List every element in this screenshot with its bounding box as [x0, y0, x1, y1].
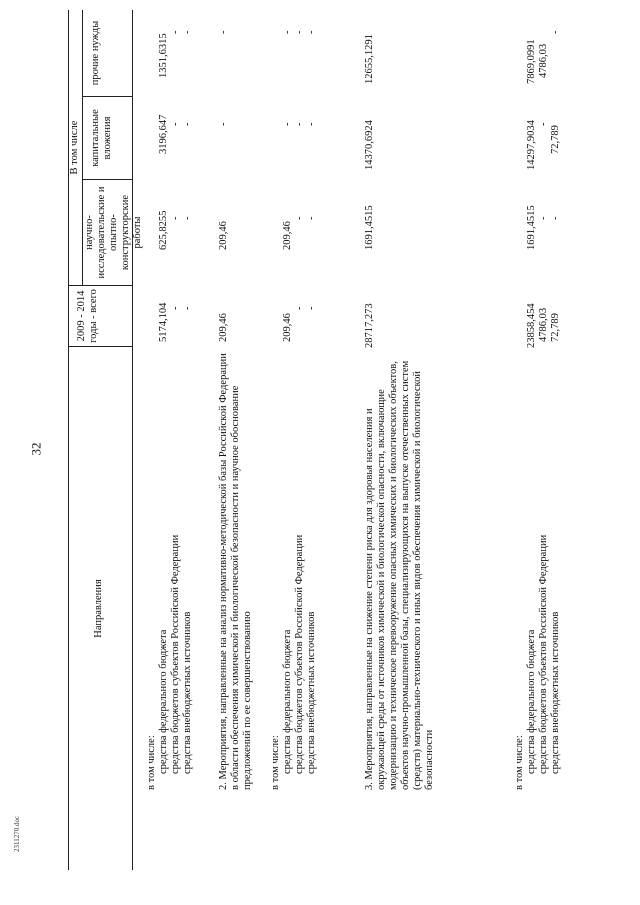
- cell-capital: 14370,6924: [364, 120, 375, 170]
- header-total: 2009 - 2014 годы - всего: [76, 289, 99, 343]
- footer-filename: 2311270.doc: [13, 815, 21, 852]
- header-other: прочие нужды: [90, 20, 101, 86]
- cell-capital: 72,789: [550, 125, 561, 154]
- cell-total: -: [306, 306, 317, 310]
- cell-total: 5174,104: [158, 302, 169, 342]
- cell-total: -: [182, 306, 193, 310]
- cell-capital: -: [218, 122, 229, 126]
- cell-other: 12655,1291: [364, 34, 375, 84]
- cell-capital: 3196,647: [158, 114, 169, 154]
- cell-capital: -: [294, 122, 305, 126]
- section-2-label: 2. Мероприятия, направленные на анализ нормативно-методической базы Российской Федерации в области обеспечения химической и биологической безопасности и научное обоснование предложений по ее совершенствованию: [218, 353, 253, 790]
- cell-total: 23858,454: [526, 303, 537, 348]
- cell-total: 209,46: [218, 313, 229, 342]
- cell-rnd: 209,46: [218, 221, 229, 250]
- rotated-table: [68, 10, 624, 870]
- row-label: в том числе:: [270, 735, 281, 790]
- cell-rnd: -: [306, 216, 317, 220]
- row-label: средства внебюджетных источников: [306, 611, 317, 774]
- cell-total: 4786,03: [538, 307, 549, 342]
- cell-total: 28717,273: [364, 303, 375, 348]
- page-number: 32: [28, 442, 44, 456]
- row-label: средства бюджетов субъектов Российской Федерации: [170, 534, 181, 774]
- cell-rnd: -: [170, 216, 181, 220]
- cell-total: 209,46: [282, 313, 293, 342]
- cell-capital: -: [538, 122, 549, 126]
- cell-other: -: [282, 30, 293, 34]
- cell-capital: -: [282, 122, 293, 126]
- row-label: средства бюджетов субъектов Российской Федерации: [294, 534, 305, 774]
- cell-other: 1351,6315: [158, 33, 169, 78]
- cell-rnd: 1691,4515: [526, 205, 537, 250]
- cell-rnd: -: [538, 216, 549, 220]
- header-direction: Направления: [93, 579, 104, 638]
- cell-rnd: 209,46: [282, 221, 293, 250]
- cell-other: -: [170, 30, 181, 34]
- header-bottom-line: [132, 10, 133, 870]
- cell-rnd: -: [550, 216, 561, 220]
- cell-rnd: 625,8255: [158, 210, 169, 250]
- row-label: средства бюджетов субъектов Российской Федерации: [538, 534, 549, 774]
- cell-capital: -: [170, 122, 181, 126]
- cell-total: 72,789: [550, 313, 561, 342]
- row-label: средства федерального бюджета: [158, 629, 169, 774]
- cell-other: -: [550, 30, 561, 34]
- row-label: средства внебюджетных источников: [182, 611, 193, 774]
- cell-other: 7869,0991: [526, 39, 537, 84]
- row-label: средства федерального бюджета: [526, 629, 537, 774]
- cell-total: -: [170, 306, 181, 310]
- cell-other: -: [182, 30, 193, 34]
- row-label: в том числе:: [146, 735, 157, 790]
- cell-capital: 14297,9034: [526, 120, 537, 170]
- cell-other: -: [218, 30, 229, 34]
- cell-other: -: [294, 30, 305, 34]
- cell-other: 4786,03: [538, 43, 549, 78]
- cell-rnd: -: [182, 216, 193, 220]
- row-label: средства федерального бюджета: [282, 629, 293, 774]
- row-label: средства внебюджетных источников: [550, 611, 561, 774]
- row-label: в том числе:: [514, 735, 525, 790]
- header-in-that-number: В том числе: [69, 120, 80, 175]
- cell-total: -: [294, 306, 305, 310]
- cell-other: -: [306, 30, 317, 34]
- cell-capital: -: [182, 122, 193, 126]
- cell-rnd: 1691,4515: [364, 205, 375, 250]
- header-sub-line: [82, 10, 83, 286]
- section-3-label: 3. Мероприятия, направленные на снижение степени риска для здоровья населения и окружающей среды от источников химической и биологической опасности, включающие модернизацию и техническое перевооружение опасных химических и биологических объектов, объектов научно-промышленной базы, специализирующихся на выпуске отечественных систем (средств) материально-технического и иных видов обеспечения химической и биологической безопасности: [364, 360, 435, 790]
- cell-capital: -: [306, 122, 317, 126]
- header-rnd: научно-исследовательские и опытно-конструкторские работы: [84, 186, 143, 279]
- header-capital: капитальные вложения: [90, 109, 113, 167]
- cell-rnd: -: [294, 216, 305, 220]
